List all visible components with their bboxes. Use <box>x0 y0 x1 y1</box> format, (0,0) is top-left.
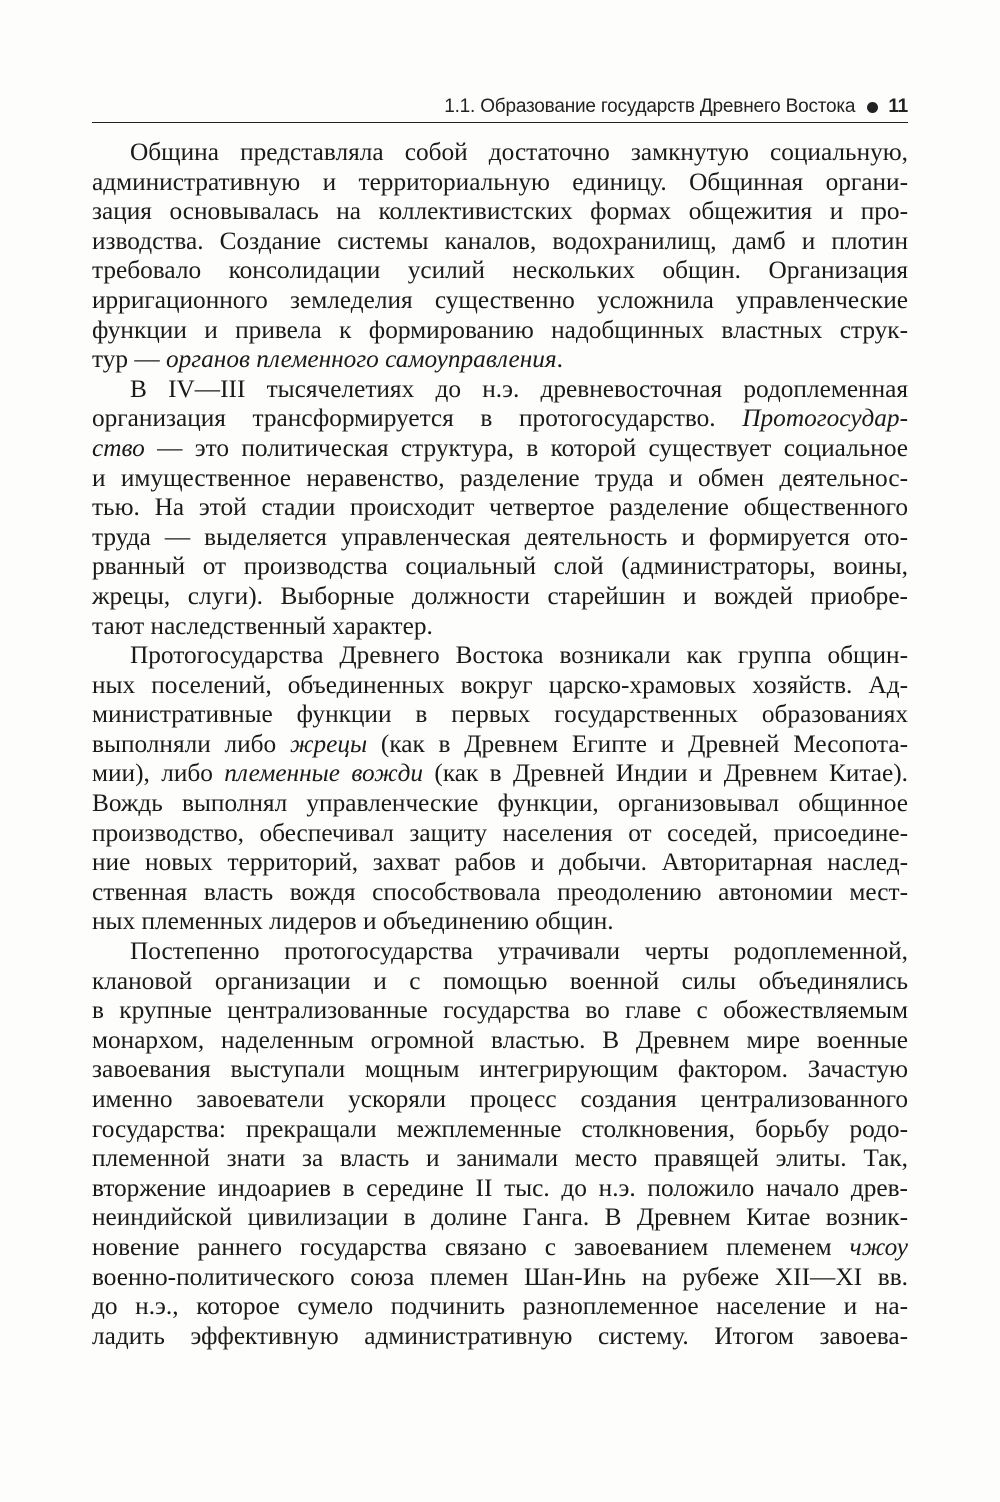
text-run: тур — <box>92 345 166 374</box>
text-run: труда — выделяется управленческая деятельность и формируется ото- <box>92 522 908 551</box>
text-line <box>92 197 908 227</box>
text-run: министративные функции в первых государственных образованиях <box>92 700 908 729</box>
text-line <box>92 345 908 375</box>
text-line <box>92 1144 908 1174</box>
text-line <box>92 789 908 819</box>
italic-term: ство <box>92 433 145 462</box>
text-line <box>92 819 908 849</box>
text-run: — это политическая структура, в которой существует социальное <box>144 433 908 462</box>
text-line <box>92 641 908 671</box>
text-run: тают наследственный характер. <box>92 611 433 640</box>
text-run: жрецы, слуги). Выборные должности старейшин и вождей приобре- <box>92 581 908 610</box>
text-line <box>92 1203 908 1233</box>
text-line <box>92 375 908 405</box>
text-run: ных племенных лидеров и объединению общин. <box>92 907 614 936</box>
text-line <box>92 1055 908 1085</box>
paragraph <box>92 937 908 1351</box>
text-line <box>92 730 908 760</box>
text-run: неиндийской цивилизации в долине Ганга. В Древнем Китае возник- <box>92 1203 908 1232</box>
text-run: в крупные централизованные государства во главе с обожествляемым <box>92 996 908 1025</box>
text-run: ладить эффективную административную систему. Итогом завоева- <box>92 1321 908 1350</box>
text-line <box>92 759 908 789</box>
italic-term: Протогосудар- <box>742 404 908 433</box>
text-run: ние новых территорий, захват рабов и добычи. Авторитарная наслед- <box>92 848 908 877</box>
text-run: новение раннего государства связано с завоеванием племенем <box>92 1232 850 1261</box>
text-run: ственная власть вождя способствовала преодолению автономии мест- <box>92 877 908 906</box>
section-title: 1.1. Образование государств Древнего Востока <box>444 96 856 117</box>
text-line <box>92 493 908 523</box>
text-line <box>92 227 908 257</box>
text-run: Вождь выполнял управленческие функции, организовывал общинное <box>92 789 908 818</box>
page-number: 11 <box>888 96 908 117</box>
text-run: ных поселений, объединенных вокруг царско-храмовых хозяйств. Ад- <box>92 670 908 699</box>
text-line <box>92 582 908 612</box>
text-line <box>92 552 908 582</box>
text-line <box>92 700 908 730</box>
text-run: (как в Древнем Египте и Древней Месопота- <box>367 729 908 758</box>
text-line <box>92 937 908 967</box>
italic-term: органов племенного самоуправления <box>165 345 557 374</box>
text-line <box>92 256 908 286</box>
paragraph <box>92 641 908 937</box>
text-line <box>92 404 908 434</box>
text-run: организация трансформируется в протогосударство. <box>92 404 743 433</box>
text-run: требовало консолидации усилий нескольких общин. Организация <box>92 256 908 285</box>
text-run: племенной знати за власть и занимали место правящей элиты. Так, <box>92 1144 908 1173</box>
text-line <box>92 138 908 168</box>
text-run: тью. На этой стадии происходит четвертое разделение общественного <box>92 493 908 522</box>
paragraph <box>92 138 908 375</box>
text-run: Протогосударства Древнего Востока возникали как группа общин- <box>130 641 908 670</box>
text-run: административную и территориальную единицу. Общинная органи- <box>92 167 908 196</box>
text-run: (как в Древней Индии и Древнем Китае). <box>423 759 908 788</box>
text-line <box>92 523 908 553</box>
text-line <box>92 1085 908 1115</box>
italic-term: чжоу <box>849 1232 908 1261</box>
text-run: вторжение индоариев в середине II тыс. до н.э. положило начало древ- <box>92 1173 908 1202</box>
text-run: зация основывалась на коллективистских формах общежития и про- <box>92 197 908 226</box>
text-line <box>92 1115 908 1145</box>
text-run: клановой организации и с помощью военной силы объединялись <box>92 966 908 995</box>
text-line <box>92 612 908 642</box>
text-run: производство, обеспечивал защиту населения от соседей, присоедине- <box>92 818 908 847</box>
text-run: Община представляла собой достаточно замкнутую социальную, <box>130 138 908 166</box>
text-run: именно завоеватели ускоряли процесс создания централизованного <box>92 1085 908 1113</box>
text-run: и имущественное неравенство, разделение труда и обмен деятельнос- <box>92 463 908 492</box>
text-line <box>92 286 908 316</box>
text-line <box>92 168 908 198</box>
text-run: рванный от производства социальный слой (администраторы, воины, <box>92 552 908 581</box>
text-line <box>92 878 908 908</box>
text-line <box>92 464 908 494</box>
bullet-icon <box>867 102 878 113</box>
text-run: изводства. Создание системы каналов, водохранилищ, дамб и плотин <box>92 226 908 255</box>
text-line <box>92 316 908 346</box>
text-run: государства: прекращали межплеменные столкновения, борьбу родо- <box>92 1114 908 1143</box>
text-line <box>92 996 908 1026</box>
text-run: военно-политического союза племен Шан-Инь на рубеже XII—XI вв. <box>92 1262 908 1291</box>
running-head <box>92 92 908 123</box>
text-line <box>92 1026 908 1056</box>
text-line <box>92 1322 908 1352</box>
text-run: выполняли либо <box>92 729 290 758</box>
text-line <box>92 671 908 701</box>
italic-term: жрецы <box>289 729 368 758</box>
text-line <box>92 1263 908 1293</box>
body-text <box>92 138 908 1351</box>
text-line <box>92 1233 908 1263</box>
text-run: Постепенно протогосударства утрачивали черты родоплеменной, <box>130 937 908 966</box>
text-run: завоевания выступали мощным интегрирующим фактором. Зачастую <box>92 1055 908 1084</box>
paragraph <box>92 375 908 641</box>
text-run: В IV—III тысячелетиях до н.э. древневосточная родоплеменная <box>130 374 908 403</box>
text-line <box>92 848 908 878</box>
text-run: до н.э., которое сумело подчинить разноплеменное население и на- <box>92 1292 908 1321</box>
text-line <box>92 1174 908 1204</box>
text-line <box>92 434 908 464</box>
text-run: ирригационного земледелия существенно усложнила управленческие <box>92 285 908 314</box>
text-line <box>92 1292 908 1322</box>
text-line <box>92 907 908 937</box>
text-line <box>92 967 908 997</box>
text-run: функции и привела к формированию надобщинных властных струк- <box>92 315 908 344</box>
italic-term: племенные вожди <box>224 759 424 788</box>
text-run: монархом, наделенным огромной властью. В Древнем мире военные <box>92 1025 908 1054</box>
text-run: . <box>556 345 563 374</box>
text-run: мии), либо <box>92 759 225 788</box>
